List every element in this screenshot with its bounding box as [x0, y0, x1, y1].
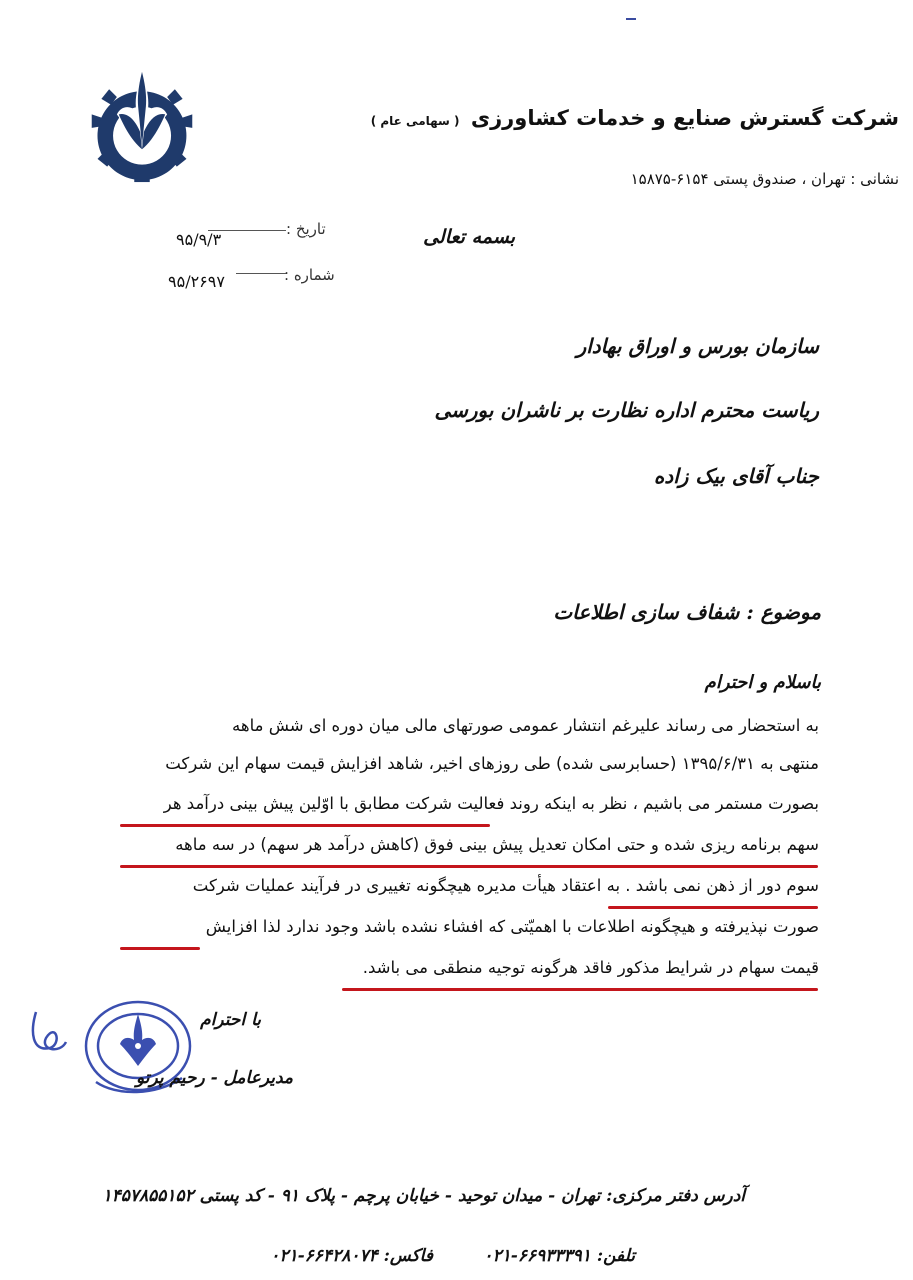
body-line: سهم برنامه ریزی شده و حتی امکان تعدیل پیش بینی فوق (کاهش درآمد هر سهم) در سه ماهه — [175, 835, 819, 854]
number-label: شماره : — [284, 266, 335, 284]
body-line: به استحضار می رساند علیرغم انتشار عمومی صورتهای مالی میان دوره ای شش ماهه — [232, 716, 819, 735]
highlight-underline — [120, 865, 818, 868]
number-line — [236, 273, 286, 274]
recipient-line: جناب آقای بیک زاده — [653, 464, 819, 488]
number-value: ۹۵/۲۶۹۷ — [168, 272, 225, 291]
company-name-text: شرکت گسترش صنایع و خدمات کشاورزی — [470, 106, 899, 130]
highlight-underline — [608, 906, 818, 909]
body-line: بصورت مستمر می باشیم ، نظر به اینکه روند فعالیت شرکت مطابق با اوّلین پیش بینی درآمد هر — [163, 794, 819, 813]
body-line: منتهی به ۱۳۹۵/۶/۳۱ (حسابرسی شده) طی روزهای اخیر، شاهد افزایش قیمت سهام این شرکت — [165, 754, 819, 773]
subject-line: موضوع : شفاف سازی اطلاعات — [553, 600, 821, 624]
date-value: ۹۵/۹/۳ — [176, 230, 222, 249]
closing-text: با احترام — [200, 1010, 261, 1030]
footer-phone: تلفن: ۶۶۹۳۳۳۹۱-۰۲۱ — [483, 1246, 635, 1266]
recipient-line: ریاست محترم اداره نظارت بر ناشران بورسی — [434, 398, 819, 422]
company-name — [371, 106, 899, 130]
body-line: سوم دور از ذهن نمی باشد . به اعتقاد هیأت مدیره هیچگونه تغییری در فرآیند عملیات شرکت — [192, 876, 819, 895]
ink-mark — [626, 18, 636, 20]
gear-flower-logo-icon — [84, 68, 200, 184]
signer-name: مدیرعامل - رحیم پرتو — [135, 1068, 293, 1088]
company-type: ( سهامی عام ) — [370, 114, 460, 128]
bismillah: بسمه تعالی — [423, 226, 515, 248]
highlight-underline — [120, 947, 200, 950]
recipient-line: سازمان بورس و اوراق بهادار — [576, 334, 819, 358]
highlight-underline — [342, 988, 818, 991]
body-line: قیمت سهام در شرایط مذکور فاقد هرگونه توجیه منطقی می باشد. — [362, 958, 819, 977]
body-line: صورت نپذیرفته و هیچگونه اطلاعات با اهمیّتی که افشاء نشده باشد وجود ندارد لذا افزایش — [205, 917, 819, 936]
footer-address: آدرس دفتر مرکزی: تهران - میدان توحید - خیابان پرچم - پلاک ۹۱ - کد پستی ۱۴۵۷۸۵۵۱۵۲ — [102, 1186, 745, 1206]
company-address: نشانی : تهران ، صندوق پستی ۶۱۵۴-۱۵۸۷۵ — [630, 170, 899, 188]
greeting: باسلام و احترام — [704, 672, 821, 693]
company-seal-icon — [26, 992, 206, 1112]
date-label: تاریخ : — [286, 220, 326, 238]
highlight-underline — [120, 824, 490, 827]
footer-fax: فاکس: ۶۶۴۲۸۰۷۴-۰۲۱ — [270, 1246, 433, 1266]
